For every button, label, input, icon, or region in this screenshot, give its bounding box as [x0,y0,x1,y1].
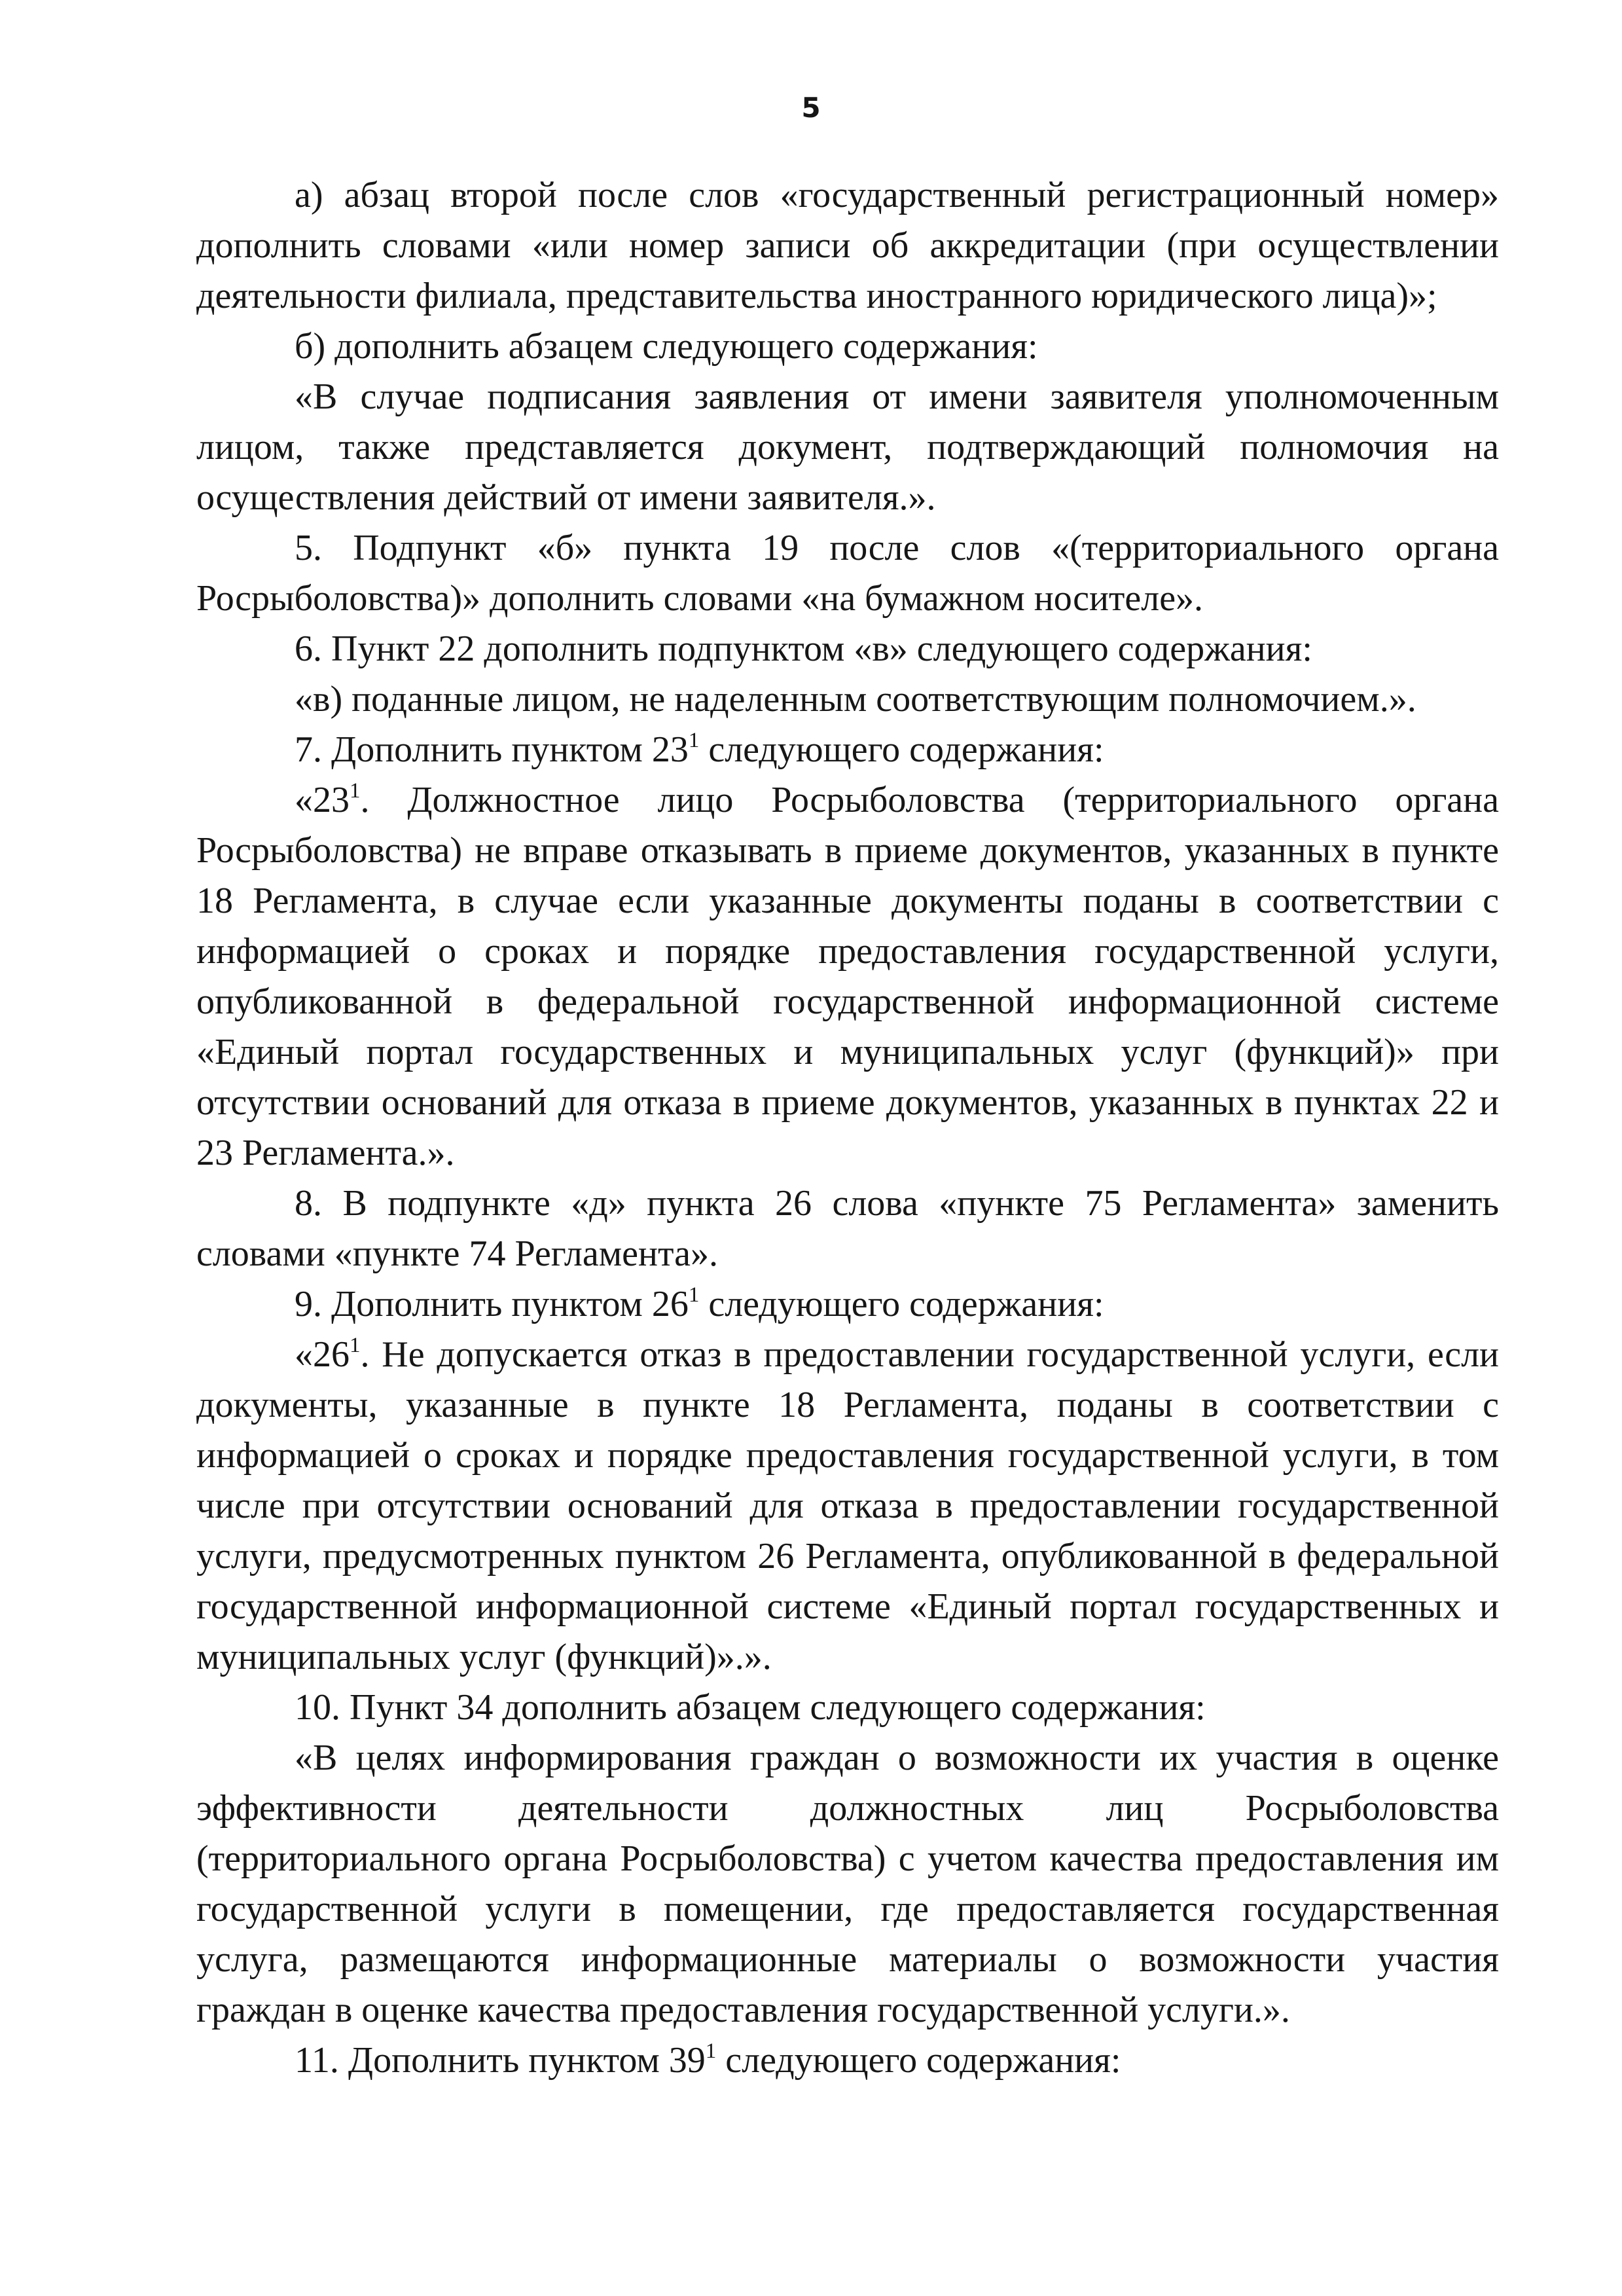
paragraph-text: 10. Пункт 34 дополнить абзацем следующего содержания: [295,1687,1206,1728]
superscript-index: 1 [350,779,361,803]
superscript-index: 1 [705,2039,717,2063]
paragraph-text: 9. Дополнить пунктом 26 [295,1284,689,1324]
paragraph-text: «26 [295,1334,350,1375]
paragraph-item-7 [196,725,1499,775]
paragraph-text: 6. Пункт 22 дополнить подпунктом «в» следующего содержания: [295,629,1312,669]
paragraph-item-10 [196,1683,1499,1733]
paragraph-item-6-quote [196,674,1499,725]
paragraph-text: 7. Дополнить пунктом 23 [295,729,689,770]
paragraph-text: «В целях информирования граждан о возможности их участия в оценке эффективности деятельности должностных лиц Росрыболовства (территориального органа Росрыболовства) с учетом качества предоставления им государственной услуги в помещении, где предоставляется государственная услуга, размещаются информационные материалы о возможности участия граждан в оценке качества предоставления государственной услуги.». [196,1738,1499,2030]
superscript-index: 1 [688,729,700,752]
paragraph-item-7-quote [196,775,1499,1178]
paragraph-item-5 [196,523,1499,624]
paragraph-text: 8. В подпункте «д» пункта 26 слова «пункте 75 Регламента» заменить словами «пункте 74 Регламента». [196,1183,1499,1274]
paragraph-item-11 [196,2035,1499,2086]
paragraph-item-9-quote [196,1330,1499,1683]
paragraph-4b-quote [196,372,1499,523]
page-number: 5 [801,92,821,124]
paragraph-text: «23 [295,780,350,820]
paragraph-item-10-quote [196,1733,1499,2035]
paragraph-text-cont: следующего содержания: [716,2040,1121,2081]
paragraph-item-6 [196,624,1499,674]
paragraph-text: а) абзац второй после слов «государственный регистрационный номер» дополнить словами «или номер записи об аккредитации (при осуществлении деятельности филиала, представительства иностранного юридического лица)»; [196,175,1499,316]
superscript-index: 1 [688,1283,700,1307]
paragraph-item-8 [196,1178,1499,1279]
paragraph-text: «В случае подписания заявления от имени заявителя уполномоченным лицом, также представляется документ, подтверждающий полномочия на осуществления действий от имени заявителя.». [196,376,1499,518]
paragraph-text-cont: . Должностное лицо Росрыболовства (территориального органа Росрыболовства) не вправе отказывать в приеме документов, указанных в пункте 18 Регламента, в случае если указанные документы поданы в соответствии с информацией о сроках и порядке предоставления государственной услуги, опубликованной в федеральной государственной информационной системе «Единый портал государственных и муниципальных услуг (функций)» при отсутствии оснований для отказа в приеме документов, указанных в пунктах 22 и 23 Регламента.». [196,780,1499,1173]
paragraph-text: б) дополнить абзацем следующего содержания: [295,326,1038,367]
paragraph-text: 11. Дополнить пунктом 39 [295,2040,706,2081]
paragraph-text-cont: следующего содержания: [699,729,1104,770]
paragraph-text-cont: следующего содержания: [699,1284,1104,1324]
paragraph-text-cont: . Не допускается отказ в предоставлении государственной услуги, если документы, указанные в пункте 18 Регламента, поданы в соответствии с информацией о сроках и порядке предоставления государственной услуги, в том числе при отсутствии оснований для отказа в предоставлении государственной услуги, предусмотренных пунктом 26 Регламента, опубликованной в федеральной государственной информационной системе «Единый портал государственных и муниципальных услуг (функций)».». [196,1334,1499,1677]
paragraph-item-9 [196,1279,1499,1330]
paragraph-4a [196,170,1499,321]
document-body [196,170,1499,2086]
paragraph-4b [196,321,1499,372]
paragraph-text: «в) поданные лицом, не наделенным соответствующим полномочием.». [295,679,1416,720]
superscript-index: 1 [350,1334,361,1357]
paragraph-text: 5. Подпункт «б» пункта 19 после слов «(территориального органа Росрыболовства)» дополнить словами «на бумажном носителе». [196,528,1499,619]
